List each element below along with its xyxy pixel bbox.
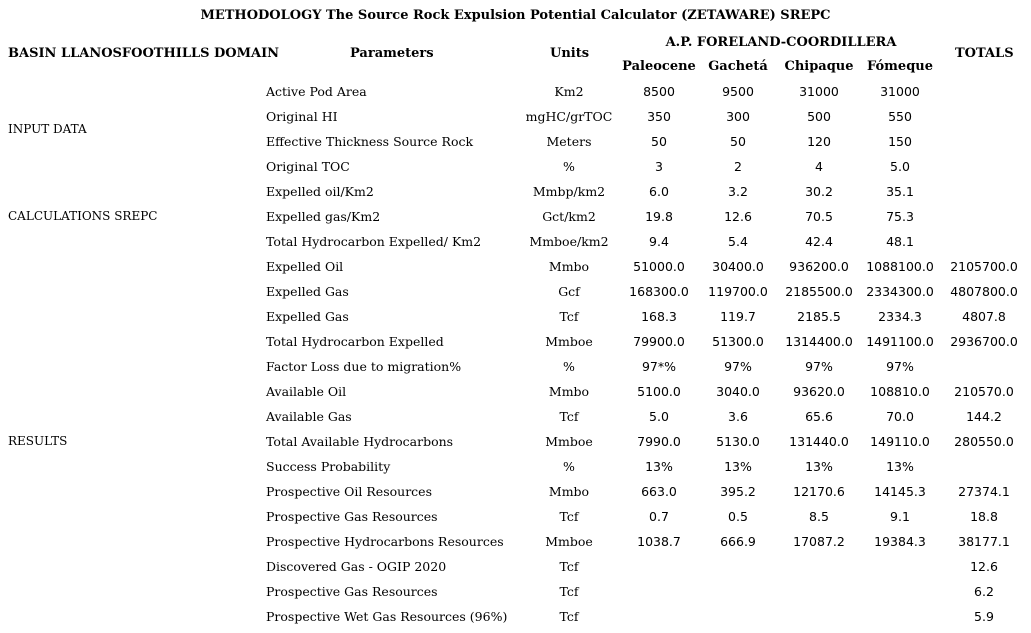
parameter-label: Original HI bbox=[266, 109, 338, 124]
total-value: 144.2 bbox=[966, 409, 1002, 424]
table-row bbox=[0, 580, 1031, 605]
gacheta-value: 51300.0 bbox=[712, 334, 764, 349]
unit-label: % bbox=[563, 359, 575, 374]
chipaque-value: 31000 bbox=[799, 84, 839, 99]
fomeque-value: 1491100.0 bbox=[866, 334, 934, 349]
unit-label: Meters bbox=[546, 134, 592, 149]
totals-header: TOTALS bbox=[955, 46, 1014, 61]
chipaque-value: 13% bbox=[805, 459, 833, 474]
gacheta-value: 300 bbox=[726, 109, 750, 124]
unit-label: Mmbp/km2 bbox=[532, 184, 606, 199]
parameter-label: Prospective Hydrocarbons Resources bbox=[266, 534, 504, 549]
total-value: 5.9 bbox=[974, 609, 994, 624]
total-value: 6.2 bbox=[974, 584, 994, 599]
paleocene-value: 9.4 bbox=[649, 234, 669, 249]
parameter-label: Available Gas bbox=[266, 409, 352, 424]
parameter-label: Effective Thickness Source Rock bbox=[266, 134, 474, 149]
total-value: 4807.8 bbox=[962, 309, 1006, 324]
parameter-label: Discovered Gas - OGIP 2020 bbox=[266, 559, 447, 574]
total-value: 18.8 bbox=[970, 509, 998, 524]
parameters-header: Parameters bbox=[350, 46, 434, 61]
table-row bbox=[0, 205, 1031, 230]
column-header-gacheta: Gachetá bbox=[708, 59, 768, 74]
chipaque-value: 4 bbox=[815, 159, 823, 174]
total-value: 2936700.0 bbox=[950, 334, 1018, 349]
paleocene-value: 350 bbox=[647, 109, 671, 124]
unit-label: Mmboe/km2 bbox=[529, 234, 609, 249]
unit-label: Gcf bbox=[558, 284, 580, 299]
fomeque-value: 35.1 bbox=[886, 184, 914, 199]
unit-label: % bbox=[563, 159, 575, 174]
unit-label: Mmboe bbox=[545, 334, 593, 349]
unit-label: Mmboe bbox=[545, 434, 593, 449]
fomeque-value: 9.1 bbox=[890, 509, 910, 524]
parameter-label: Factor Loss due to migration% bbox=[266, 359, 462, 374]
unit-label: Tcf bbox=[559, 309, 579, 324]
table-row bbox=[0, 305, 1031, 330]
table-row bbox=[0, 105, 1031, 130]
chipaque-value: 17087.2 bbox=[793, 534, 845, 549]
chipaque-value: 42.4 bbox=[805, 234, 833, 249]
chipaque-value: 2185500.0 bbox=[785, 284, 853, 299]
document-title: METHODOLOGY The Source Rock Expulsion Potential Calculator (ZETAWARE) SREPC bbox=[200, 8, 831, 23]
total-value: 210570.0 bbox=[954, 384, 1014, 399]
fomeque-value: 2334300.0 bbox=[866, 284, 934, 299]
fomeque-value: 14145.3 bbox=[874, 484, 926, 499]
chipaque-value: 120 bbox=[807, 134, 831, 149]
parameter-label: Prospective Wet Gas Resources (96%) bbox=[266, 609, 508, 624]
fomeque-value: 70.0 bbox=[886, 409, 914, 424]
total-value: 38177.1 bbox=[958, 534, 1010, 549]
unit-label: Mmbo bbox=[548, 384, 590, 399]
paleocene-value: 168.3 bbox=[641, 309, 677, 324]
chipaque-value: 65.6 bbox=[805, 409, 833, 424]
gacheta-value: 9500 bbox=[722, 84, 754, 99]
paleocene-value: 79900.0 bbox=[633, 334, 685, 349]
gacheta-value: 5.4 bbox=[728, 234, 748, 249]
paleocene-value: 51000.0 bbox=[633, 259, 685, 274]
gacheta-value: 3040.0 bbox=[716, 384, 760, 399]
table-row bbox=[0, 530, 1031, 555]
chipaque-value: 8.5 bbox=[809, 509, 829, 524]
total-value: 4807800.0 bbox=[950, 284, 1018, 299]
gacheta-value: 395.2 bbox=[720, 484, 756, 499]
column-header-paleocene: Paleocene bbox=[622, 59, 696, 74]
table-row bbox=[0, 255, 1031, 280]
gacheta-value: 0.5 bbox=[728, 509, 748, 524]
paleocene-value: 663.0 bbox=[641, 484, 677, 499]
table-row bbox=[0, 280, 1031, 305]
total-value: 27374.1 bbox=[958, 484, 1010, 499]
fomeque-value: 48.1 bbox=[886, 234, 914, 249]
gacheta-value: 3.6 bbox=[728, 409, 748, 424]
gacheta-value: 30400.0 bbox=[712, 259, 764, 274]
table-row bbox=[0, 555, 1031, 580]
group-header: A.P. FORELAND-COORDILLERA bbox=[665, 35, 897, 50]
fomeque-value: 13% bbox=[886, 459, 914, 474]
paleocene-value: 19.8 bbox=[645, 209, 673, 224]
table-row bbox=[0, 330, 1031, 355]
parameter-label: Expelled Gas bbox=[266, 284, 349, 299]
fomeque-value: 2334.3 bbox=[878, 309, 922, 324]
table-row bbox=[0, 80, 1031, 105]
gacheta-value: 97% bbox=[724, 359, 752, 374]
total-value: 2105700.0 bbox=[950, 259, 1018, 274]
parameter-label: Total Hydrocarbon Expelled bbox=[266, 334, 444, 349]
section-results: RESULTS bbox=[8, 434, 68, 448]
unit-label: Km2 bbox=[554, 84, 584, 99]
fomeque-value: 75.3 bbox=[886, 209, 914, 224]
gacheta-value: 2 bbox=[734, 159, 742, 174]
unit-label: Tcf bbox=[559, 609, 579, 624]
table-row bbox=[0, 355, 1031, 380]
unit-label: Mmboe bbox=[545, 534, 593, 549]
chipaque-value: 70.5 bbox=[805, 209, 833, 224]
parameter-label: Expelled Oil bbox=[266, 259, 344, 274]
units-header: Units bbox=[550, 46, 590, 61]
total-value: 280550.0 bbox=[954, 434, 1014, 449]
fomeque-value: 5.0 bbox=[890, 159, 910, 174]
parameter-label: Success Probability bbox=[266, 459, 391, 474]
parameter-label: Active Pod Area bbox=[266, 84, 367, 99]
total-value: 12.6 bbox=[970, 559, 998, 574]
table-row bbox=[0, 430, 1031, 455]
gacheta-value: 50 bbox=[730, 134, 746, 149]
paleocene-value: 6.0 bbox=[649, 184, 669, 199]
gacheta-value: 13% bbox=[724, 459, 752, 474]
paleocene-value: 5.0 bbox=[649, 409, 669, 424]
paleocene-value: 0.7 bbox=[649, 509, 669, 524]
parameter-label: Expelled gas/Km2 bbox=[266, 209, 381, 224]
paleocene-value: 3 bbox=[655, 159, 663, 174]
chipaque-value: 936200.0 bbox=[789, 259, 849, 274]
column-header-chipaque: Chipaque bbox=[784, 59, 854, 74]
paleocene-value: 8500 bbox=[643, 84, 675, 99]
parameter-label: Prospective Oil Resources bbox=[266, 484, 432, 499]
table-row bbox=[0, 405, 1031, 430]
chipaque-value: 500 bbox=[807, 109, 831, 124]
unit-label: Gct/km2 bbox=[542, 209, 596, 224]
gacheta-value: 12.6 bbox=[724, 209, 752, 224]
chipaque-value: 131440.0 bbox=[789, 434, 849, 449]
paleocene-value: 50 bbox=[651, 134, 667, 149]
table-row bbox=[0, 180, 1031, 205]
fomeque-value: 31000 bbox=[880, 84, 920, 99]
chipaque-value: 93620.0 bbox=[793, 384, 845, 399]
gacheta-value: 5130.0 bbox=[716, 434, 760, 449]
paleocene-value: 1038.7 bbox=[637, 534, 681, 549]
parameter-label: Prospective Gas Resources bbox=[266, 584, 438, 599]
unit-label: Tcf bbox=[559, 509, 579, 524]
fomeque-value: 150 bbox=[888, 134, 912, 149]
paleocene-value: 97*% bbox=[641, 359, 677, 374]
paleocene-value: 7990.0 bbox=[637, 434, 681, 449]
parameter-label: Prospective Gas Resources bbox=[266, 509, 438, 524]
unit-label: Tcf bbox=[559, 409, 579, 424]
table-row bbox=[0, 455, 1031, 480]
gacheta-value: 119.7 bbox=[720, 309, 756, 324]
chipaque-value: 1314400.0 bbox=[785, 334, 853, 349]
fomeque-value: 550 bbox=[888, 109, 912, 124]
unit-label: mgHC/grTOC bbox=[525, 109, 613, 124]
fomeque-value: 19384.3 bbox=[874, 534, 926, 549]
table-row bbox=[0, 505, 1031, 530]
paleocene-value: 13% bbox=[645, 459, 673, 474]
parameter-label: Total Available Hydrocarbons bbox=[266, 434, 454, 449]
table-row bbox=[0, 130, 1031, 155]
parameter-label: Original TOC bbox=[266, 159, 350, 174]
parameter-label: Total Hydrocarbon Expelled/ Km2 bbox=[266, 234, 482, 249]
data-table bbox=[0, 80, 1031, 630]
fomeque-value: 108810.0 bbox=[870, 384, 930, 399]
gacheta-value: 3.2 bbox=[728, 184, 748, 199]
table-row bbox=[0, 155, 1031, 180]
parameter-label: Expelled oil/Km2 bbox=[266, 184, 374, 199]
column-header-fomeque: Fómeque bbox=[866, 59, 934, 74]
parameter-label: Expelled Gas bbox=[266, 309, 349, 324]
unit-label: % bbox=[563, 459, 575, 474]
table-row bbox=[0, 605, 1031, 630]
fomeque-value: 97% bbox=[886, 359, 914, 374]
chipaque-value: 12170.6 bbox=[793, 484, 845, 499]
gacheta-value: 119700.0 bbox=[708, 284, 768, 299]
unit-label: Mmbo bbox=[548, 484, 590, 499]
parameter-label: Available Oil bbox=[266, 384, 347, 399]
gacheta-value: 666.9 bbox=[720, 534, 756, 549]
paleocene-value: 5100.0 bbox=[637, 384, 681, 399]
basin-header: BASIN LLANOSFOOTHILLS DOMAIN bbox=[8, 46, 280, 61]
chipaque-value: 30.2 bbox=[805, 184, 833, 199]
chipaque-value: 97% bbox=[805, 359, 833, 374]
table-row bbox=[0, 230, 1031, 255]
paleocene-value: 168300.0 bbox=[629, 284, 689, 299]
table-row bbox=[0, 480, 1031, 505]
table-row bbox=[0, 380, 1031, 405]
section-calculations: CALCULATIONS SREPC bbox=[8, 209, 158, 223]
unit-label: Mmbo bbox=[548, 259, 590, 274]
unit-label: Tcf bbox=[559, 584, 579, 599]
section-input-data: INPUT DATA bbox=[8, 122, 87, 136]
fomeque-value: 149110.0 bbox=[870, 434, 930, 449]
fomeque-value: 1088100.0 bbox=[866, 259, 934, 274]
unit-label: Tcf bbox=[559, 559, 579, 574]
chipaque-value: 2185.5 bbox=[797, 309, 841, 324]
